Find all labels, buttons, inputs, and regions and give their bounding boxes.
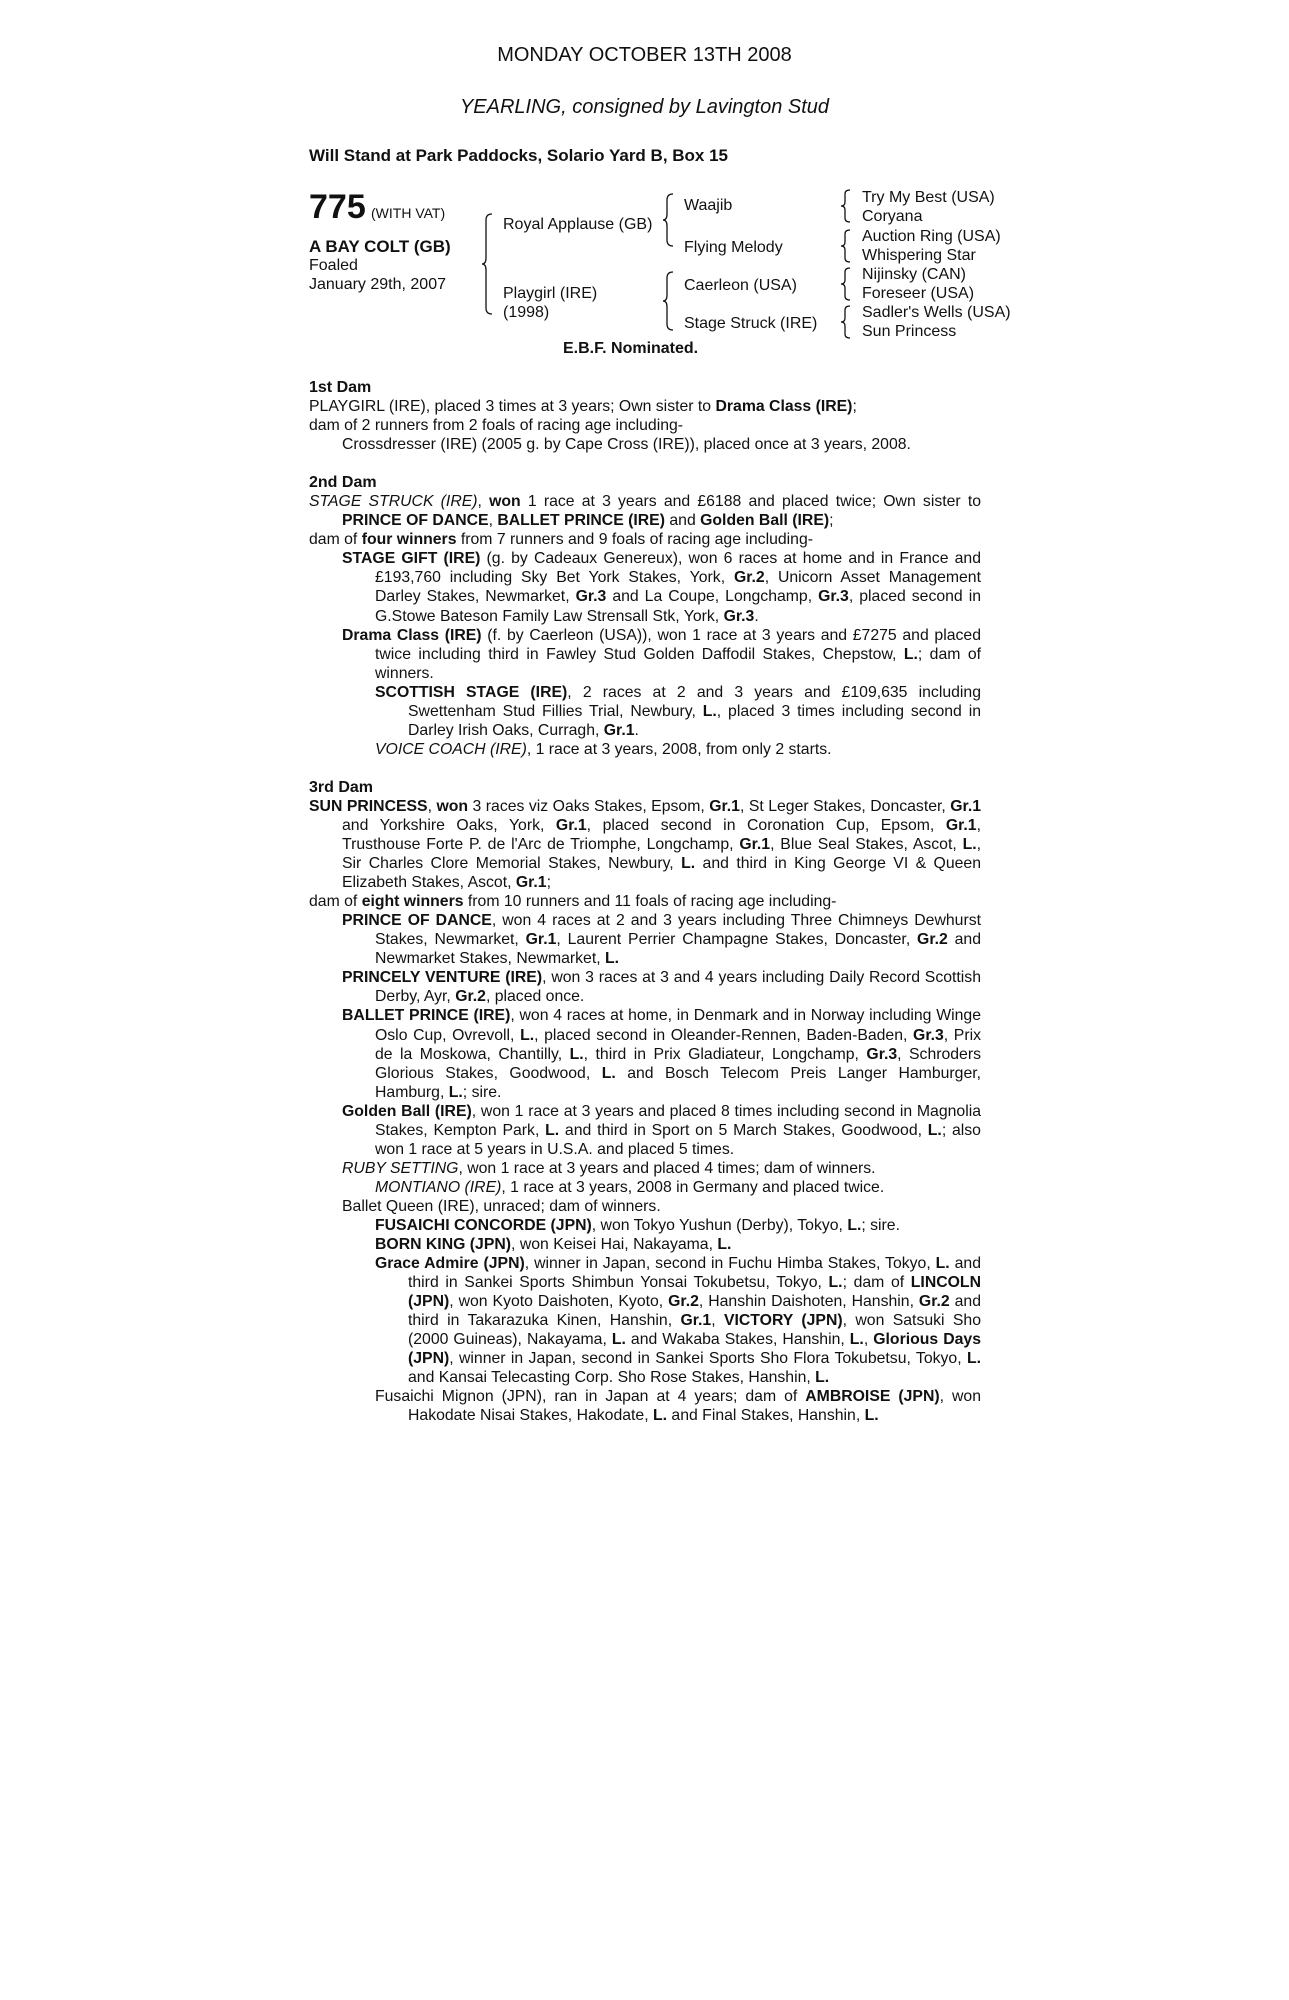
- lot-number: 775: [309, 188, 366, 226]
- first-dam-heading: 1st Dam: [309, 379, 372, 396]
- third-dam-heading: 3rd Dam: [309, 778, 374, 796]
- prince-of-dance-entry: PRINCE OF DANCE, won 4 races at 2 and 3 years including Three Chimneys Dewhurst Stakes, Newmarket, Gr.1, Laurent Perrier Champagne Stakes, Doncaster, Gr.2 and Newmarket Stakes, Newmarket, L.: [342, 912, 981, 968]
- ballet-prince-entry: BALLET PRINCE (IRE), won 4 races at home, in Denmark and in Norway including Winge Oslo Cup, Ovrevoll, L., placed second in Oleander-Rennen, Baden-Baden, Gr.3, Prix de la Moskowa, Chantilly, L., third in Prix Gladiateur, Longchamp, Gr.3, Schroders Glorious Stakes, Goodwood, L. and Bosch Telecom Preis Langer Hamburger, Hamburg, L.; sire.: [342, 1007, 982, 1101]
- pedigree-ssd: Coryana: [862, 208, 923, 225]
- first-dam-foal: Crossdresser (IRE) (2005 g. by Cape Cross (IRE)), placed once at 3 years, 2008.: [342, 436, 911, 454]
- catalogue-body: [309, 378, 981, 1425]
- first-dam-line: PLAYGIRL (IRE), placed 3 times at 3 years; Own sister to Drama Class (IRE);: [309, 398, 857, 416]
- pedigree-dds: Sadler's Wells (USA): [862, 304, 1011, 321]
- pedigree-dd-bracket: [841, 304, 851, 340]
- fusaichi-mignon-entry: Fusaichi Mignon (JPN), ran in Japan at 4 years; dam of AMBROISE (JPN), won Hakodate Nisai Stakes, Hakodate, L. and Final Stakes, Hanshin, L.: [375, 1388, 981, 1425]
- foaled-date: January 29th, 2007: [309, 276, 446, 293]
- stand-location: Will Stand at Park Paddocks, Solario Yard B, Box 15: [309, 146, 729, 165]
- pedigree-dam-year: (1998): [503, 304, 550, 321]
- scottish-stage-entry: SCOTTISH STAGE (IRE), 2 races at 2 and 3 years and £109,635 including Swettenham Stud Fillies Trial, Newbury, L., placed 3 times including second in Darley Irish Oaks, Curragh, Gr.1.: [375, 683, 981, 739]
- third-dam-produce-line: dam of eight winners from 10 runners and 11 foals of racing age including-: [309, 893, 837, 911]
- pedigree-dsd: Foreseer (USA): [862, 285, 975, 302]
- pedigree-dam-bracket: [663, 270, 675, 332]
- first-dam-produce-line: dam of 2 runners from 2 foals of racing age including-: [309, 417, 684, 435]
- pedigree-ss-bracket: [841, 188, 851, 224]
- pedigree-ddd: Sun Princess: [862, 323, 957, 340]
- golden-ball-entry: Golden Ball (IRE), won 1 race at 3 years and placed 8 times including second in Magnolia Stakes, Kempton Park, L. and third in Sport on 5 March Stakes, Goodwood, L.; also won 1 race at 5 years in U.S.A. and placed 5 times.: [342, 1102, 982, 1158]
- pedigree-dam: Playgirl (IRE): [503, 285, 598, 302]
- ebf-note: E.B.F. Nominated.: [563, 340, 699, 357]
- horse-title: A BAY COLT (GB): [309, 237, 451, 256]
- second-dam-produce-line: dam of four winners from 7 runners and 9 foals of racing age including-: [309, 531, 813, 549]
- pedigree-sire-dam: Flying Melody: [684, 239, 783, 256]
- pedigree-main-bracket: [482, 212, 494, 316]
- vat-note: (WITH VAT): [371, 205, 446, 221]
- sale-date: MONDAY OCTOBER 13TH 2008: [497, 44, 792, 66]
- foaled-label: Foaled: [309, 257, 358, 274]
- montiano-entry: MONTIANO (IRE), 1 race at 3 years, 2008 in Germany and placed twice.: [375, 1178, 885, 1196]
- pedigree-ds-bracket: [841, 266, 851, 302]
- pedigree-dam-sire: Caerleon (USA): [684, 277, 797, 294]
- sun-princess-entry: SUN PRINCESS, won 3 races viz Oaks Stakes, Epsom, Gr.1, St Leger Stakes, Doncaster, Gr.1 and Yorkshire Oaks, York, Gr.1, placed second in Coronation Cup, Epsom, Gr.1, Trusthouse Forte P. de l'Arc de Triomphe, Longchamp, Gr.1, Blue Seal Stakes, Ascot, L., Sir Charles Clore Memorial Stakes, Newbury, L. and third in King George VI & Queen Elizabeth Stakes, Ascot, Gr.1;: [309, 797, 982, 892]
- fusaichi-concorde-entry: FUSAICHI CONCORDE (JPN), won Tokyo Yushun (Derby), Tokyo, L.; sire.: [375, 1216, 900, 1234]
- pedigree-sss: Try My Best (USA): [862, 189, 995, 206]
- pedigree-sire: Royal Applause (GB): [503, 216, 653, 233]
- born-king-entry: BORN KING (JPN), won Keisei Hai, Nakayama, L.: [375, 1236, 732, 1254]
- pedigree-sds: Auction Ring (USA): [862, 228, 1001, 245]
- pedigree-sire-sire: Waajib: [684, 197, 733, 214]
- grace-admire-entry: Grace Admire (JPN), winner in Japan, second in Fuchu Himba Stakes, Tokyo, L. and third in Sankei Sports Shimbun Yonsai Tokubetsu, Tokyo, L.; dam of LINCOLN (JPN), won Kyoto Daishoten, Kyoto, Gr.2, Hanshin Daishoten, Hanshin, Gr.2 and third in Takarazuka Kinen, Hanshin, Gr.1, VICTORY (JPN), won Satsuki Sho (2000 Guineas), Nakayama, L. and Wakaba Stakes, Hanshin, L., Glorious Days (JPN), winner in Japan, second in Sankei Sports Sho Flora Tokubetsu, Tokyo, L. and Kansai Telecasting Corp. Sho Rose Stakes, Hanshin, L.: [375, 1255, 981, 1387]
- stage-gift-entry: STAGE GIFT (IRE) (g. by Cadeaux Genereux), won 6 races at home and in France and £193,760 including Sky Bet York Stakes, York, Gr.2, Unicorn Asset Management Darley Stakes, Newmarket, Gr.3 and La Coupe, Longchamp, Gr.3, placed second in G.Stowe Bateson Family Law Strensall Stk, York, Gr.3.: [342, 550, 982, 625]
- pedigree-sdd: Whispering Star: [862, 247, 976, 264]
- voice-coach-entry: VOICE COACH (IRE), 1 race at 3 years, 2008, from only 2 starts.: [375, 740, 832, 758]
- drama-class-entry: Drama Class (IRE) (f. by Caerleon (USA)), won 1 race at 3 years and £7275 and placed twice including third in Fawley Stud Golden Daffodil Stakes, Chepstow, L.; dam of winners.: [342, 626, 982, 682]
- pedigree-sd-bracket: [841, 228, 851, 264]
- ruby-setting-entry: RUBY SETTING, won 1 race at 3 years and placed 4 times; dam of winners.: [342, 1159, 876, 1177]
- princely-venture-entry: PRINCELY VENTURE (IRE), won 3 races at 3 and 4 years including Daily Record Scottish Derby, Ayr, Gr.2, placed once.: [342, 969, 981, 1006]
- pedigree-dam-dam: Stage Struck (IRE): [684, 315, 818, 332]
- second-dam-heading: 2nd Dam: [309, 474, 377, 492]
- consignment-line: YEARLING, consigned by Lavington Stud: [459, 96, 830, 118]
- second-dam-line: STAGE STRUCK (IRE), won 1 race at 3 years and £6188 and placed twice; Own sister to PRINCE OF DANCE, BALLET PRINCE (IRE) and Golden Ball (IRE);: [309, 493, 982, 530]
- pedigree-dss: Nijinsky (CAN): [862, 266, 966, 283]
- ballet-queen-entry: Ballet Queen (IRE), unraced; dam of winners.: [342, 1197, 661, 1215]
- pedigree-sire-bracket: [663, 192, 675, 248]
